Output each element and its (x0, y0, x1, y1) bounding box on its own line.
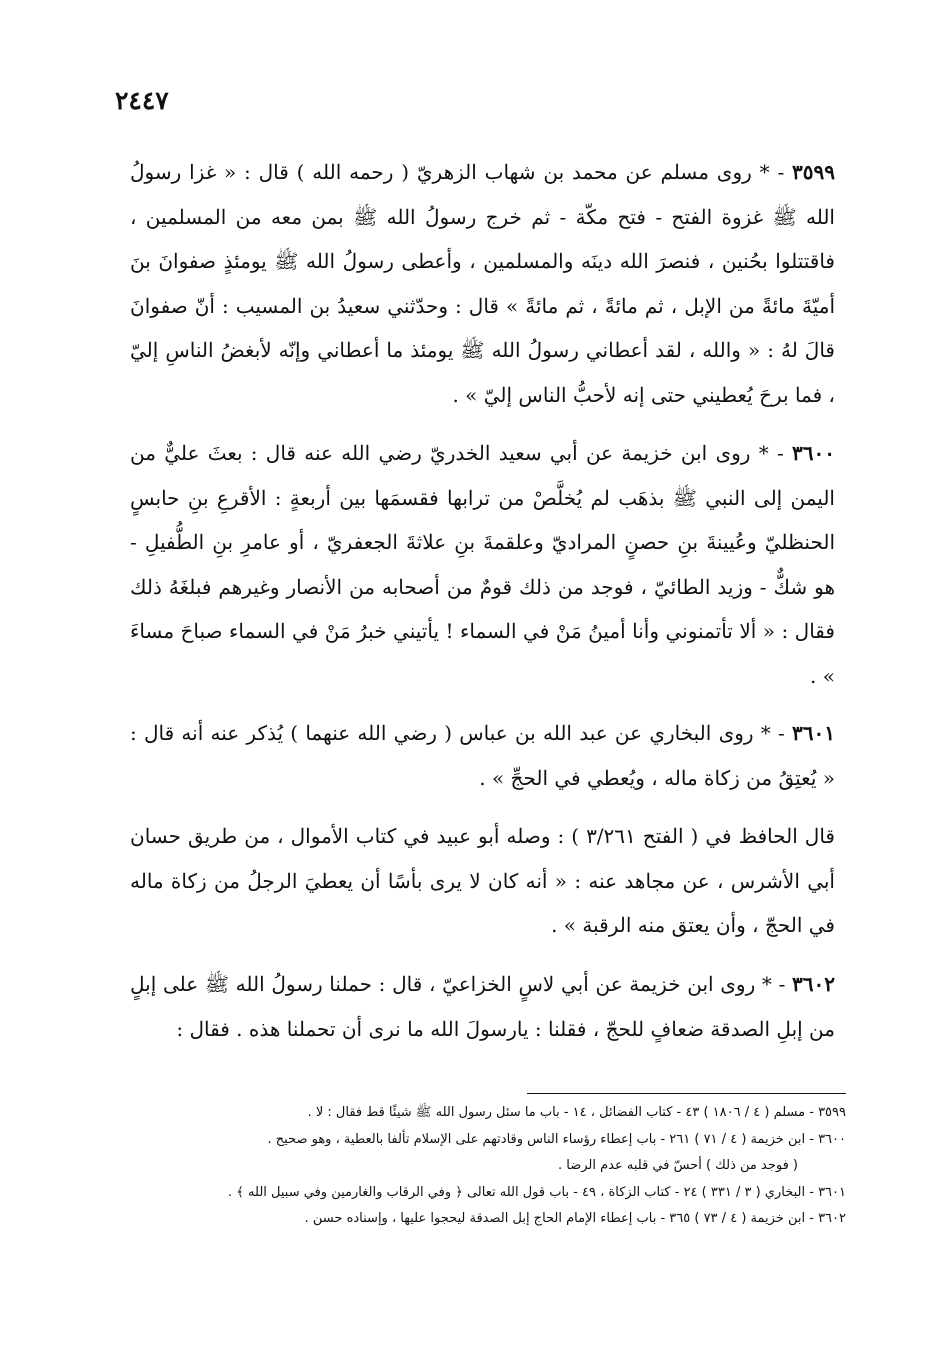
footnote-divider (527, 1093, 846, 1094)
hadith-3599 (130, 150, 835, 417)
hadith-text: - * روى ابن خزيمة عن أبي سعيد الخدريّ رضي الله عنه قال : بعثَ عليٌّ من اليمن إلى النبي ﷺ بذهَب لم يُخلَّصْ من ترابها فقسمَها بين أربعةٍ : الأقرعِ بنِ حابسٍ الحنظليّ وعُيينةَ بنِ حصنٍ المراديّ وعلقمةَ بنِ علاثةَ الجعفريّ ، أو عامرِ بنِ الطُّفيلِ - هو شكٌّ - وزيد الطائيّ ، فوجد من ذلك قومٌ من أصحابه من الأنصار وغيرهم فبلغَهُ ذلك فقال : « ألا تأتمنوني وأنا أمينُ مَنْ في السماء ! يأتيني خبرُ مَنْ في السماء صباحَ مساءَ » . (130, 441, 835, 688)
hadith-text: - * روى ابن خزيمة عن أبي لاسٍ الخزاعيّ ، قال : حملنا رسولُ الله ﷺ على إبلٍ من إبلِ الصدقة ضعافٍ للحجّ ، فقلنا : يارسولَ الله ما نرى أن تحملنا هذه . فقال : (130, 972, 835, 1041)
hadith-number: ٣٦٠٠ (792, 441, 835, 465)
hadith-number: ٣٦٠١ (792, 721, 836, 745)
commentary-text: قال الحافظ في ( الفتح ٣/٢٦١ ) : وصله أبو عبيد في كتاب الأموال ، من طريق حسان أبي الأشرس ، عن مجاهد عنه : « أنه كان لا يرى بأسًا أن يعطيَ الرجلُ من زكاة ماله في الحجّ ، وأن يعتق منه الرقبة » . (130, 824, 835, 937)
hadith-number: ٣٦٠٢ (792, 972, 835, 996)
footnote-3600: ٣٦٠٠ - ابن خزيمة ( ٤ / ٧١ ) ٢٦١ - باب إعطاء رؤساء الناس وقادتهم على الإسلام تألفا بالعطية ، وهو صحيح . (267, 1131, 846, 1147)
hadith-3601 (130, 711, 835, 800)
commentary-paragraph (130, 814, 835, 948)
hadith-3602 (130, 962, 835, 1051)
page-number: ٢٤٤٧ (115, 86, 169, 115)
hadith-3600 (130, 431, 835, 698)
footnote-3600-gloss: ( فوجد من ذلك ) أحسّ في قلبه عدم الرضا . (557, 1158, 798, 1173)
footnote-3602: ٣٦٠٢ - ابن خزيمة ( ٤ / ٧٣ ) ٣٦٥ - باب إعطاء الإمام الحاج إبل الصدقة ليحجوا عليها ، وإسناده حسن . (304, 1211, 846, 1226)
footnote-3601: ٣٦٠١ - البخاري ( ٣ / ٣٣١ ) ٢٤ - كتاب الزكاة ، ٤٩ - باب قول الله تعالى ﴿ وفي الرقاب والغارمين وفي سبيل الله ﴾ . (228, 1184, 846, 1200)
hadith-number: ٣٥٩٩ (792, 160, 836, 184)
hadith-text: - * روى البخاري عن عبد الله بن عباس ( رضي الله عنهما ) يُذكر عنه أنه قال : « يُعتِقُ من زكاة ماله ، ويُعطي في الحجِّ » . (130, 721, 835, 790)
footnote-3599: ٣٥٩٩ - مسلم ( ٤ / ١٨٠٦ ) ٤٣ - كتاب الفضائل ، ١٤ - باب ما سئل رسول الله ﷺ شيئًا قط فقال : لا . (307, 1105, 846, 1120)
hadith-text: - * روى مسلم عن محمد بن شهاب الزهريّ ( رحمه الله ) قال : « غزا رسولُ الله ﷺ غزوة الفتح - فتح مكّة - ثم خرج رسولُ الله ﷺ بمن معه من المسلمين ، فاقتتلوا بحُنين ، فنصرَ الله دينَه والمسلمين ، وأعطى رسولُ الله ﷺ يومئذٍ صفوانَ بنَ أميّةَ مائةً من الإبل ، ثم مائةً ، ثم مائةً » قال : وحدّثني سعيدُ بن المسيب : أنّ صفوانَ قالَ لهُ : « والله ، لقد أعطاني رسولُ الله ﷺ يومئذ ما أعطاني وإنّه لأبغضُ الناسِ إليّ ، فما برحَ يُعطيني حتى إنه لأحبُّ الناس إليّ » . (130, 160, 835, 407)
footnotes (150, 1100, 846, 1233)
